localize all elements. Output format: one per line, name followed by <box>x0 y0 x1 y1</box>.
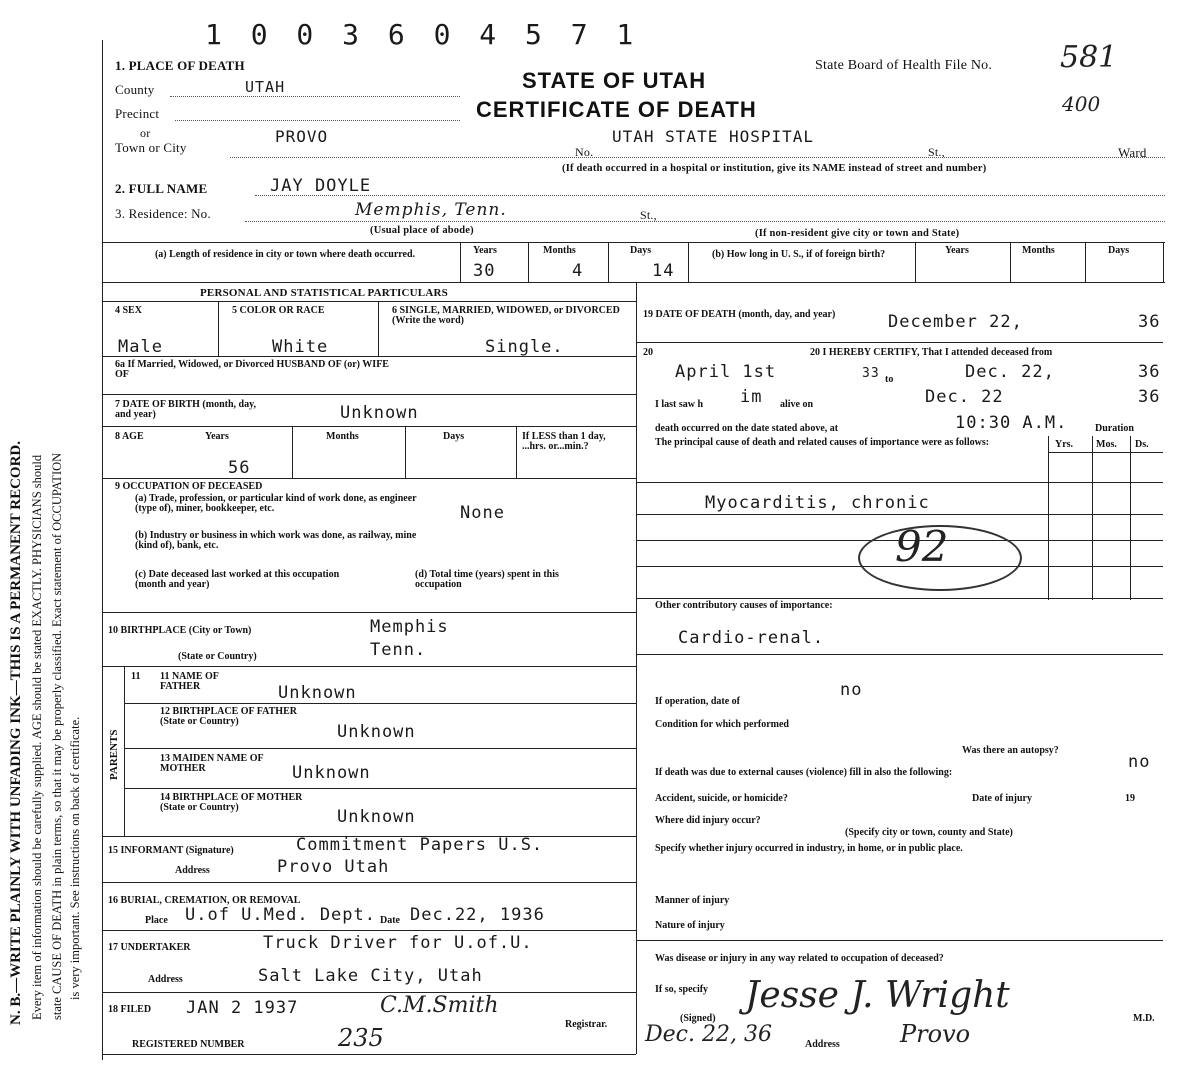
birthplace-label: 10 BIRTHPLACE (City or Town) <box>108 625 252 636</box>
to-label: to <box>885 374 894 385</box>
undertaker-label: 17 UNDERTAKER <box>108 942 191 953</box>
attended-from-year: 33 <box>862 366 880 381</box>
injury-date-label: Date of injury <box>972 793 1032 804</box>
res-months: 4 <box>572 261 584 281</box>
place-note: (If death occurred in a hospital or institution, give its NAME instead of street and number) <box>562 163 987 174</box>
mos-header: Mos. <box>1096 439 1117 450</box>
mother-birthplace-label: 14 BIRTHPLACE OF MOTHER (State or Country) <box>160 792 303 813</box>
occupation-c-label: (c) Date deceased last worked at this occupation (month and year) <box>135 569 340 590</box>
burial-label: 16 BURIAL, CREMATION, OR REMOVAL <box>108 895 301 906</box>
less-than-label: If LESS than 1 day, ...hrs. or...min.? <box>522 431 606 452</box>
column-divider <box>636 282 637 1054</box>
burial-date-label: Date <box>380 915 400 926</box>
occupation-label: 9 OCCUPATION OF DECEASED <box>115 481 263 492</box>
external-label: If death was due to external causes (violence) fill in also the following: <box>655 767 953 778</box>
sex-value: Male <box>118 337 163 357</box>
us-label: (b) How long in U. S., if of foreign birth? <box>712 249 886 260</box>
ds-header: Ds. <box>1135 439 1149 450</box>
certify-label: 20 I HEREBY CERTIFY, That I attended deceased from <box>810 347 1053 358</box>
filed-stamp: JAN 2 1937 <box>186 998 299 1018</box>
us-months-header: Months <box>1022 245 1055 256</box>
last-saw-him: im <box>740 387 763 407</box>
last-saw-value: Dec. 22 <box>925 387 1004 407</box>
yrs-header: Yrs. <box>1055 439 1074 450</box>
residence-value: Memphis, Tenn. <box>355 200 507 220</box>
occupation-a-label: (a) Trade, profession, or particular kind of work done, as engineer (type of), miner, bookkeeper, etc. <box>135 493 417 514</box>
age-label: 8 AGE <box>115 431 144 442</box>
institution-value: UTAH STATE HOSPITAL <box>612 127 815 146</box>
burial-date: Dec.22, 1936 <box>410 905 545 925</box>
signed-label: (Signed) <box>680 1013 716 1024</box>
condition-label: Condition for which performed <box>655 719 789 730</box>
father-birthplace-label: 12 BIRTHPLACE OF FATHER (State or Country) <box>160 706 297 727</box>
occupation-b-label: (b) Industry or business in which work was done, as railway, mine (kind of), bank, etc. <box>135 530 417 551</box>
reg-number: 235 <box>338 1024 384 1052</box>
age-value: 56 <box>228 458 251 478</box>
dob-label: 7 DATE OF BIRTH (month, day, and year) <box>115 399 257 420</box>
mother-value: Unknown <box>292 763 371 783</box>
residence-label: 3. Residence: No. <box>115 206 211 221</box>
operation-value: no <box>840 680 863 700</box>
signature-date: Dec. 22, 36 <box>645 1022 772 1047</box>
if-so-label: If so, specify <box>655 984 709 995</box>
birth-state-label: (State or Country) <box>178 651 257 662</box>
md-label: M.D. <box>1133 1013 1155 1024</box>
res-days: 14 <box>652 261 675 281</box>
days-header: Days <box>630 245 652 256</box>
dod-value: December 22, <box>888 312 1023 332</box>
cause-label: The principal cause of death and related causes of importance were as follows: <box>655 437 990 448</box>
file-note: 400 <box>1062 92 1101 116</box>
side-note-1: N. B.—WRITE PLAINLY WITH UNFADING INK—THIS IS A PERMANENT RECORD. <box>8 441 24 1025</box>
time-value: 10:30 A.M. <box>955 413 1068 433</box>
years-header: Years <box>473 245 497 256</box>
attended-to: Dec. 22, <box>965 362 1055 382</box>
ward-label: Ward <box>1118 145 1147 160</box>
physician-address: Provo <box>900 1020 971 1048</box>
contrib-value: Cardio-renal. <box>678 628 825 648</box>
physician-address-label: Address <box>805 1039 840 1050</box>
residence-st-label: St., <box>640 208 657 222</box>
side-note-4: is very important. See instructions on back of certificate. <box>68 716 82 1000</box>
birthplace-value: Memphis <box>370 617 449 637</box>
where-note: (Specify city or town, county and State) <box>845 827 1013 838</box>
us-years-header: Years <box>945 245 969 256</box>
time-label: death occurred on the date stated above, at <box>655 423 839 434</box>
accident-label: Accident, suicide, or homicide? <box>655 793 788 804</box>
sex-label: 4 SEX <box>115 305 142 316</box>
place-label: 1. PLACE OF DEATH <box>115 58 245 73</box>
color-label: 5 COLOR OR RACE <box>232 305 325 316</box>
marital-label: 6 SINGLE, MARRIED, WIDOWED, or DIVORCED (Write the word) <box>392 305 620 326</box>
burial-place-label: Place <box>145 915 168 926</box>
duration-label: Duration <box>1095 423 1134 434</box>
birth-state-value: Tenn. <box>370 640 427 660</box>
length-label: (a) Length of residence in city or town where death occurred. <box>154 249 416 260</box>
mother-birthplace-value: Unknown <box>337 807 416 827</box>
or-label: or <box>140 126 151 140</box>
alive-label: alive on <box>780 399 814 410</box>
occ-related-label: Was disease or injury in any way related to occupation of deceased? <box>655 953 944 964</box>
side-note-2: Every item of information should be carefully supplied. AGE should be stated EXACTLY. PHYSICIANS should <box>30 454 44 1020</box>
marital-value: Single. <box>485 337 564 357</box>
physician-signature: Jesse J. Wright <box>745 975 1010 1016</box>
autopsy-label: Was there an autopsy? <box>962 745 1059 756</box>
attended-to-year: 36 <box>1138 362 1161 382</box>
file-number: 581 <box>1060 40 1118 75</box>
town-value: PROVO <box>275 127 329 146</box>
registrar-label: Registrar. <box>565 1019 608 1030</box>
serial-number: 1 0 0 3 6 0 4 5 7 1 <box>205 18 640 51</box>
state-title: STATE OF UTAH <box>522 68 707 93</box>
no-label: No. <box>575 145 594 159</box>
filed-label: 18 FILED <box>108 1004 152 1015</box>
precinct-label: Precinct <box>115 106 160 121</box>
personal-header: PERSONAL AND STATISTICAL PARTICULARS <box>200 287 448 299</box>
town-label: Town or City <box>115 140 187 155</box>
side-note-3: state CAUSE OF DEATH in plain terms, so that it may be properly classified. Exact statement of OCCUPATION <box>50 452 64 1020</box>
registrar-signature: C.M.Smith <box>380 993 499 1018</box>
informant-label: 15 INFORMANT (Signature) <box>108 845 234 856</box>
age-years-label: Years <box>205 431 229 442</box>
dob-value: Unknown <box>340 403 419 423</box>
months-header: Months <box>543 245 576 256</box>
manner-label: Manner of injury <box>655 895 730 906</box>
father-value: Unknown <box>278 683 357 703</box>
county-label: County <box>115 82 155 97</box>
nature-label: Nature of injury <box>655 920 725 931</box>
contrib-label: Other contributory causes of importance: <box>655 600 833 611</box>
spouse-label: 6a If Married, Widowed, or Divorced HUSBAND OF (or) WIFE OF <box>115 359 389 380</box>
external-value: no <box>1128 752 1151 772</box>
mother-label: 13 MAIDEN NAME OF MOTHER <box>160 753 264 774</box>
certificate-title: CERTIFICATE OF DEATH <box>476 97 757 122</box>
undertaker-value: Truck Driver for U.of.U. <box>263 933 533 953</box>
informant-address-label: Address <box>175 865 210 876</box>
dod-label: 19 DATE OF DEATH (month, day, and year) <box>643 309 836 320</box>
burial-place: U.of U.Med. Dept. <box>185 905 376 925</box>
age-days-label: Days <box>443 431 465 442</box>
full-name-value: JAY DOYLE <box>270 176 372 196</box>
county-value: UTAH <box>245 78 286 96</box>
operation-label: If operation, date of <box>655 696 740 707</box>
frame-left <box>102 40 103 1060</box>
occupation-value: None <box>460 503 505 523</box>
last-saw-label: I last saw h <box>655 399 704 410</box>
injury-year-prefix: 19 <box>1125 793 1135 804</box>
informant-value: Commitment Papers U.S. <box>296 835 544 855</box>
attended-from: April 1st <box>675 362 777 382</box>
reg-number-label: REGISTERED NUMBER <box>132 1039 245 1050</box>
where-label: Where did injury occur? <box>655 815 761 826</box>
cause-code: 92 <box>895 522 949 571</box>
informant-address: Provo Utah <box>277 857 390 877</box>
res-years: 30 <box>473 261 496 281</box>
undertaker-address-label: Address <box>148 974 183 985</box>
us-days-header: Days <box>1108 245 1130 256</box>
cause-value: Myocarditis, chronic <box>705 493 930 513</box>
file-label: State Board of Health File No. <box>815 58 993 73</box>
father-birthplace-value: Unknown <box>337 722 416 742</box>
st-label: St., <box>928 145 945 159</box>
full-name-label: 2. FULL NAME <box>115 181 208 196</box>
age-months-label: Months <box>326 431 359 442</box>
dod-year: 36 <box>1138 312 1161 332</box>
occupation-d-label: (d) Total time (years) spent in this occupation <box>415 569 559 590</box>
parents-label: PARENTS <box>108 729 120 780</box>
specify-label: Specify whether injury occurred in industry, in home, or in public place. <box>655 843 963 854</box>
last-saw-year: 36 <box>1138 387 1161 407</box>
color-value: White <box>272 337 329 357</box>
abode-note: (Usual place of abode) <box>370 225 474 236</box>
undertaker-address: Salt Lake City, Utah <box>258 966 483 986</box>
nonres-note: (If non-resident give city or town and State) <box>755 228 960 239</box>
father-label: 11 NAME OF FATHER <box>160 671 219 692</box>
